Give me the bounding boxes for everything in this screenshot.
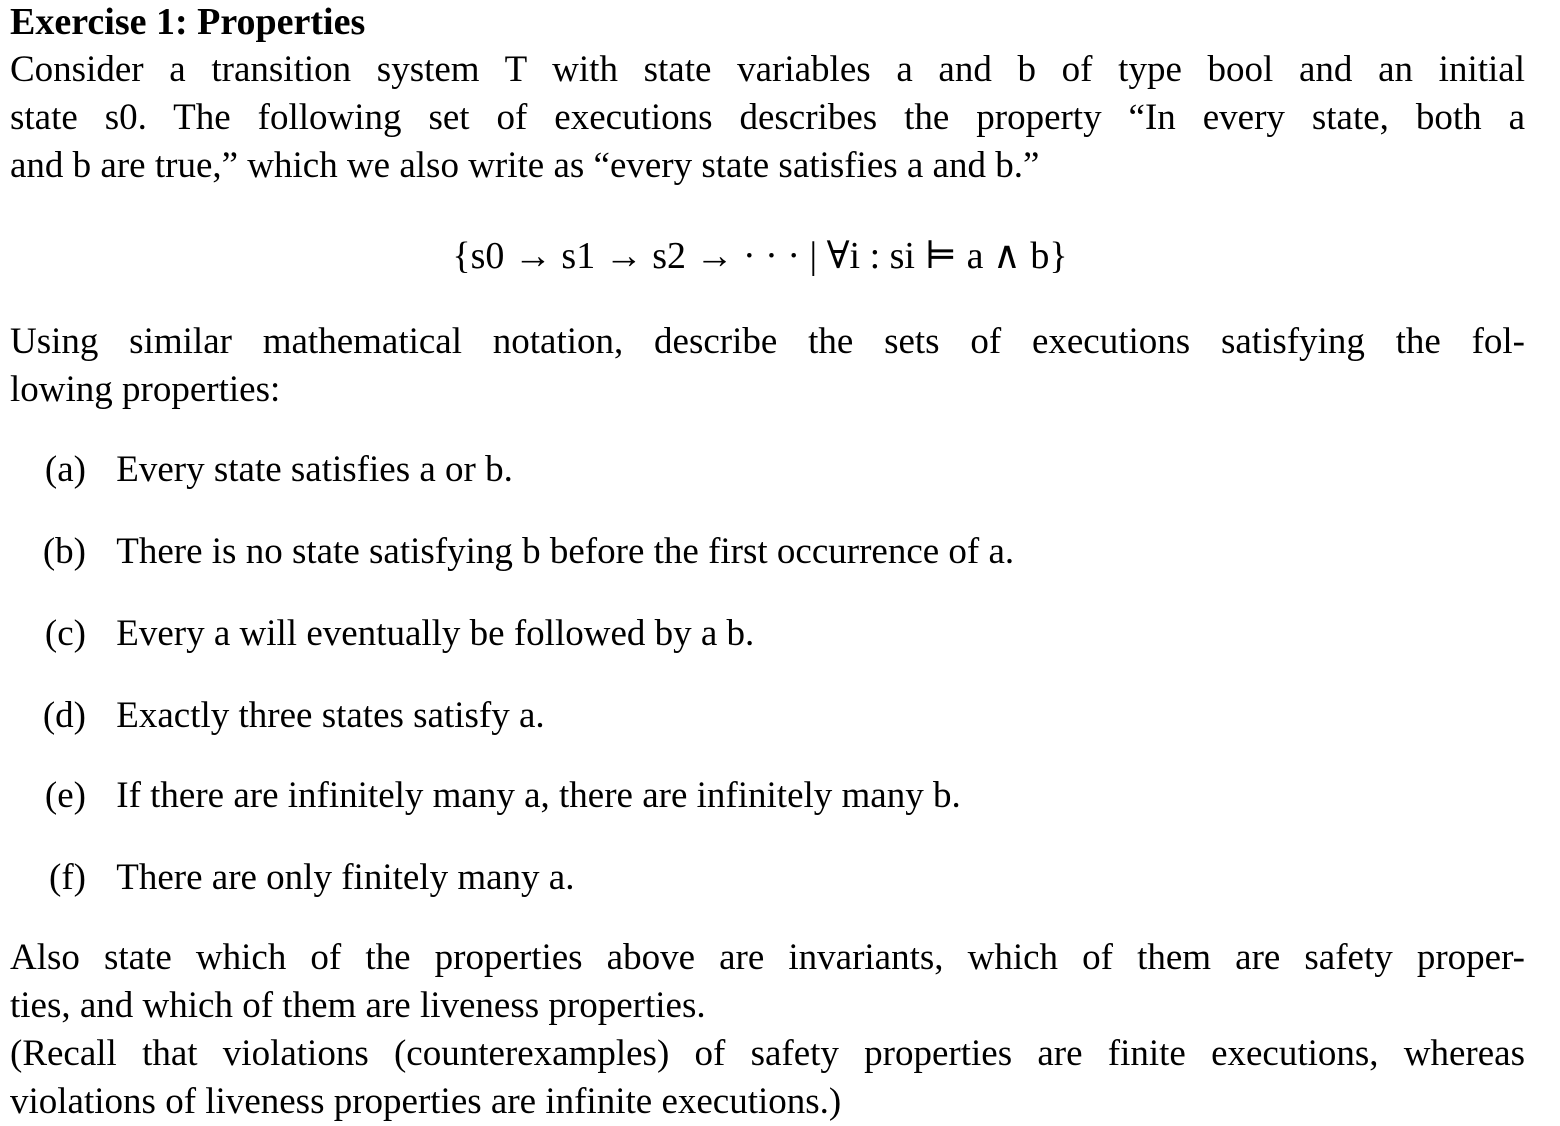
task-line: Using similar mathematical notation, describe the sets of executions satisfying the fol- (10, 321, 1525, 362)
item-text: There is no state satisfying b before the first occurrence of a. (116, 531, 1015, 572)
exercise-title: Exercise 1: Properties (10, 1, 366, 43)
property-item (10, 610, 754, 658)
task-paragraph (10, 318, 1525, 414)
item-label: (a) (44, 449, 86, 490)
intro-line: Consider a transition system T with state variables a and b of type bool and an initial (10, 49, 1525, 90)
closing-line: ties, and which of them are liveness properties. (10, 985, 706, 1026)
item-text: If there are infinitely many a, there are infinitely many b. (116, 775, 961, 816)
item-label: (f) (49, 857, 86, 898)
closing-line: (Recall that violations (counterexamples) of safety properties are finite executions, whereas (10, 1033, 1525, 1074)
item-text: Every state satisfies a or b. (116, 449, 513, 490)
intro-line: state s0. The following set of executions describes the property “In every state, both a (10, 97, 1525, 138)
intro-line: and b are true,” which we also write as “every state satisfies a and b.” (10, 145, 1040, 186)
property-item (10, 692, 545, 740)
property-item (10, 772, 961, 820)
property-item (10, 446, 513, 494)
task-line: lowing properties: (10, 369, 281, 410)
item-label: (c) (44, 613, 86, 654)
property-item (10, 854, 574, 902)
item-label: (e) (44, 775, 86, 816)
item-label: (d) (42, 695, 86, 736)
property-item (10, 528, 1014, 576)
intro-paragraph (10, 46, 1525, 190)
item-text: There are only finitely many a. (116, 857, 575, 898)
closing-paragraph (10, 934, 1525, 1126)
item-label: (b) (42, 531, 86, 572)
closing-line: violations of liveness properties are infinite executions.) (10, 1081, 842, 1122)
item-text: Every a will eventually be followed by a b. (116, 613, 755, 654)
formula-display: {s0 → s1 → s2 → · · · | ∀i : si ⊨ a ∧ b} (452, 235, 1068, 277)
item-text: Exactly three states satisfy a. (116, 695, 545, 736)
closing-line: Also state which of the properties above are invariants, which of them are safety proper- (10, 937, 1525, 978)
